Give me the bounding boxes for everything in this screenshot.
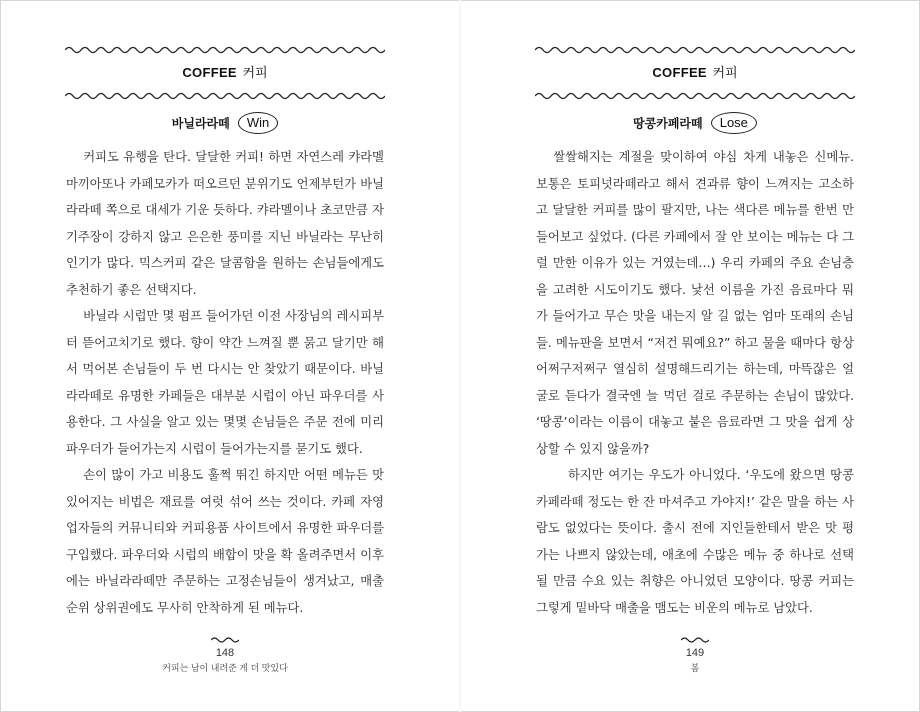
running-header (535, 44, 855, 104)
wavy-rule-top (65, 44, 385, 56)
running-header (65, 44, 385, 104)
paragraph: 바닐라 시럽만 몇 펌프 들어가던 이전 사장님의 레시피부터 뜯어고치기로 했다. 향이 약간 느껴질 뿐 묽고 달기만 해서 먹어본 손님들이 두 번 다시는 안 찾았기 때문이다. 바닐라라떼로 유명한 카페들은 대부분 시럽이 아닌 파우더를 사용한다. 그 사실을 알고 있는 몇몇 손님들은 주문 전에 미리 파우더가 들어가는지 시럽이 들어가는지를 묻기도 했다. (66, 309, 384, 456)
paragraph: 커피도 유행을 탄다. 달달한 커피! 하면 자연스레 캬라멜 마끼아또나 카페모카가 떠오르던 분위기도 언제부턴가 바닐라라떼 쪽으로 대세가 기운 듯하다. 캬라멜이나 초코만큼 자기주장이 강하지 않고 은은한 풍미를 지닌 바닐라는 무난히 인기가 많다. 믹스커피 같은 달콤함을 원하는 손님들에게도 추천하기 좋은 선택지다. (66, 150, 384, 297)
running-title-ko: 커피 (712, 65, 738, 80)
wavy-rule-top (535, 44, 855, 56)
running-title-en: COFFEE (182, 65, 237, 80)
running-title (535, 56, 855, 90)
running-title-ko: 커피 (242, 65, 268, 80)
result-badge: Win (238, 112, 278, 134)
section-title-caption: 봄 (690, 663, 700, 673)
page-footer (65, 636, 385, 675)
folio-wave-ornament (211, 636, 239, 644)
running-title (65, 56, 385, 90)
menu-name: 바닐라라떼 (171, 116, 230, 131)
wavy-rule-bottom (65, 90, 385, 102)
paragraph: 하지만 여기는 우도가 아니었다. ‘우도에 왔으면 땅콩카페라떼 정도는 한 잔 마셔주고 가야지!’ 같은 말을 하는 사람도 없었다는 뜻이다. 출시 전에 지인들한테서 받은 맛 평가는 나쁘지 않았는데, 애초에 수많은 메뉴 중 하나로 선택될 만큼 수요 있는 취향은 아니었던 모양이다. 땅콩 커피는 그렇게 밑바닥 매출을 맴도는 비운의 메뉴로 남았다. (536, 468, 854, 615)
body-text (536, 144, 854, 621)
paragraph: 손이 많이 가고 비용도 훌쩍 뛰긴 하지만 어떤 메뉴든 맛있어지는 비법은 재료를 여럿 섞어 쓰는 것이다. 카페 자영업자들의 커뮤니티와 커피용품 사이트에서 유명한 파우더를 구입했다. 파우더와 시럽의 배합이 맛을 확 올려주면서 이후에는 바닐라라떼만 주문하는 고정손님들이 생겨났고, 매출 순위 상위권에도 무사히 안착하게 된 메뉴다. (66, 468, 384, 615)
folio-wave-ornament (681, 636, 709, 644)
page-footer (535, 636, 855, 675)
paragraph: 쌀쌀해지는 계절을 맞이하여 야심 차게 내놓은 신메뉴. 보통은 토피넛라떼라고 해서 견과류 향이 느껴지는 고소하고 달달한 커피를 많이 팔지만, 나는 색다른 메뉴를 한번 만들어보고 싶었다. (다른 카페에서 잘 안 보이는 메뉴는 다 그럴 만한 이유가 있는 거였는데…) 우리 카페의 주요 손님층을 고려한 시도이기도 했다. 낯선 이름을 가진 음료마다 뭐가 들어가고 무슨 맛을 내는지 알 길 없는 엄마 또래의 손님들. 메뉴판을 보면서 “저건 뭐예요?” 하고 물을 때마다 항상 어쩌구저쩌구 열심히 설명해드리기는 하는데, 마뜩잖은 얼굴로 듣다가 결국엔 늘 먹던 걸로 주문하는 손님이 많았다. ‘땅콩’이라는 이름이 대놓고 붙은 음료라면 그 맛을 쉽게 상상할 수 있지 않을까? (536, 150, 854, 456)
book-title-caption: 커피는 남이 내려준 게 더 맛있다 (162, 663, 288, 673)
page-number: 149 (685, 647, 705, 659)
menu-heading (535, 112, 855, 136)
page-number: 148 (215, 647, 235, 659)
wavy-rule-bottom (535, 90, 855, 102)
right-page (460, 0, 920, 712)
running-title-en: COFFEE (652, 65, 707, 80)
result-badge: Lose (711, 112, 757, 134)
menu-heading (65, 112, 385, 136)
menu-name: 땅콩카페라떼 (633, 116, 703, 131)
body-text (66, 144, 384, 621)
